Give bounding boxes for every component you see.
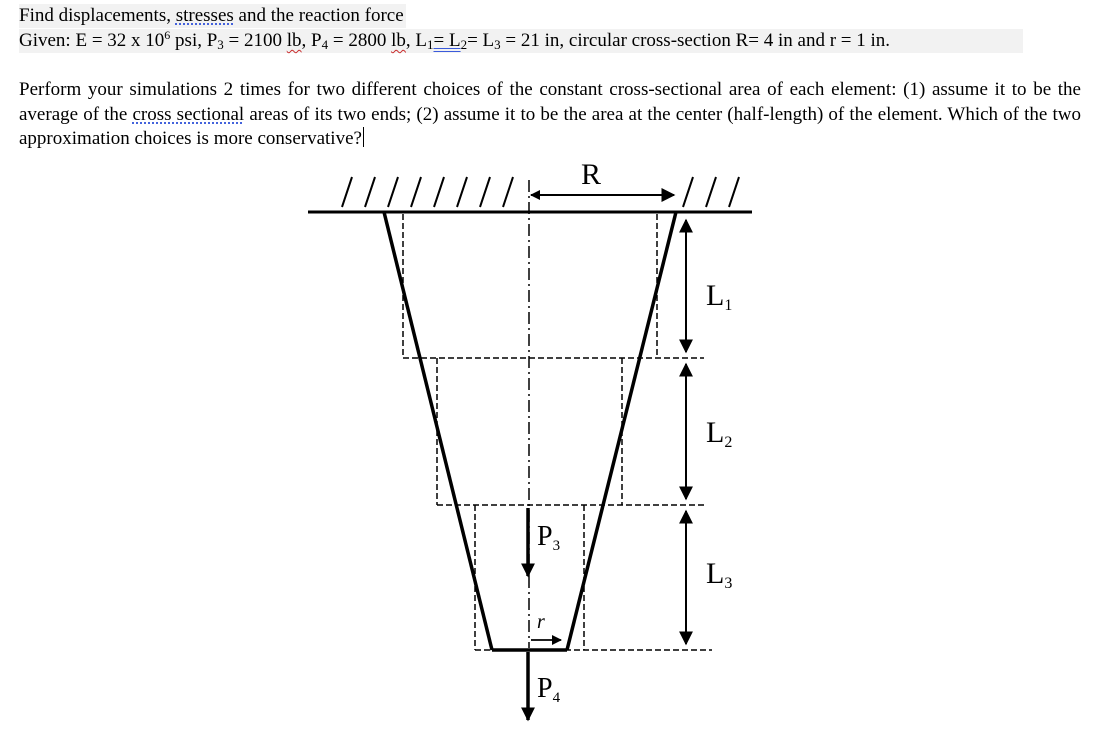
length-L1-label: L1 — [706, 279, 733, 314]
l3-prefix: = L — [467, 30, 495, 51]
l1-prefix: , L — [405, 30, 427, 51]
given-psi-text: psi, P — [170, 30, 218, 51]
title-text-suffix: and the reaction force — [233, 5, 404, 26]
fixed-support — [308, 177, 752, 212]
p4-value: = 2800 — [328, 30, 392, 51]
paragraph-text-part2: areas of its two ends; (2) assume it to be the area at the center (half-length) of the element. Which of the two approximation choices is more conservative? — [19, 103, 1081, 149]
spellcheck-word-lb-1[interactable]: lb — [286, 30, 302, 51]
l3-subscript: 3 — [494, 37, 501, 52]
length-L3-label: L3 — [706, 557, 733, 592]
p3-subscript: 3 — [217, 37, 224, 52]
spellcheck-word-cross-sectional[interactable]: cross sectional — [132, 103, 245, 125]
given-rest-text: = 21 in, circular cross-section R= 4 in and r = 1 in. — [500, 30, 891, 51]
radius-R-label: R — [581, 158, 602, 191]
l2-equals: = L — [433, 30, 461, 51]
length-L2-label: L2 — [706, 416, 733, 451]
radius-r-label: r — [537, 611, 545, 633]
spellcheck-word-lb-2[interactable]: lb — [391, 30, 406, 51]
paragraph-text-part1: Perform your simulations 2 times for two different choices of the constant cross-sectional area of each element: (1) assume it to be the average of the — [19, 79, 1081, 125]
e-exponent: 6 — [164, 28, 171, 42]
p3-value: = 2100 — [223, 30, 287, 51]
l2-subscript: 2 — [460, 37, 468, 52]
title-text-prefix: Find displacements, — [19, 5, 176, 26]
load-P4-label: P4 — [537, 673, 561, 706]
p4-subscript: 4 — [321, 37, 329, 52]
p4-prefix: , P — [301, 30, 322, 51]
tapered-bar — [384, 212, 676, 650]
load-P3-label: P3 — [537, 521, 561, 554]
element-outlines — [403, 214, 712, 650]
l1-subscript: 1 — [426, 37, 434, 52]
given-e-text: Given: E = 32 x 10 — [19, 30, 165, 51]
spellcheck-word-stresses[interactable]: stresses — [175, 5, 234, 26]
